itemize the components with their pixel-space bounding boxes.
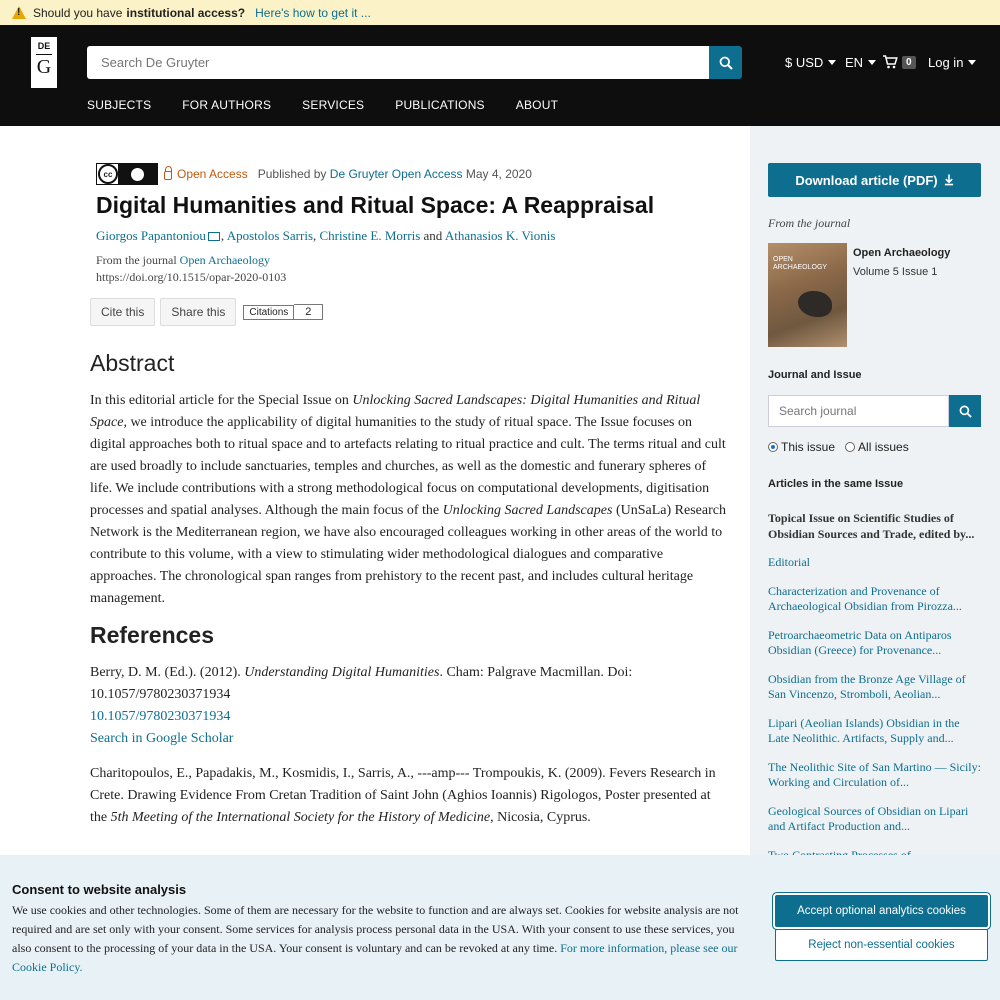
open-lock-icon bbox=[164, 171, 172, 180]
cite-button[interactable]: Cite this bbox=[90, 298, 155, 326]
list-item[interactable]: Petroarchaeometric Data on Antiparos Obsidian (Greece) for Provenance... bbox=[768, 627, 952, 657]
search-icon bbox=[959, 405, 972, 418]
list-item[interactable]: The Neolithic Site of San Martino — Sicily: Working and Circulation of... bbox=[768, 759, 981, 789]
cookie-policy-link[interactable]: For more information, please see our Cookie Policy. bbox=[12, 941, 738, 974]
nav-about[interactable]: ABOUT bbox=[515, 98, 559, 112]
cart-icon bbox=[882, 55, 898, 69]
search-scope: This issue All issues bbox=[768, 440, 909, 454]
reference-item: Berry, D. M. (Ed.). (2012). Understanding Digital Humanities. Cham: Palgrave Macmillan. Doi: 10.1057/9780230371934 10.1057/9780230371934 Search in Google Scholar bbox=[90, 662, 730, 750]
cookie-consent-banner bbox=[0, 855, 1000, 1000]
published-by: Published by De Gruyter Open Access May 4, 2020 bbox=[257, 167, 532, 181]
publisher-link[interactable]: De Gruyter Open Access bbox=[329, 167, 463, 181]
journal-search-button[interactable] bbox=[949, 395, 981, 427]
open-access-label: Open Access bbox=[164, 167, 248, 181]
cart-count-badge: 0 bbox=[902, 56, 916, 69]
author-link[interactable]: Athanasios K. Vionis bbox=[444, 228, 556, 243]
author-list: Giorgos Papantoniou , Apostolos Sarris, Christine E. Morris and Athanasios K. Vionis bbox=[96, 228, 556, 243]
author-link[interactable]: Apostolos Sarris bbox=[226, 228, 314, 243]
list-item[interactable]: Lipari (Aeolian Islands) Obsidian in the Late Neolithic. Artifacts, Supply and... bbox=[768, 715, 960, 745]
warning-icon bbox=[12, 6, 26, 19]
accept-cookies-button[interactable]: Accept optional analytics cookies bbox=[775, 895, 988, 927]
consent-text: We use cookies and other technologies. Some of them are necessary for the website to function and are always set. Cookies for website analysis are not required and are set only with your consent. Some services for analysis process personal data in the USA. With your consent to use these services, you also consent to the processing of your data in the USA. Your consent is voluntary and can be revoked at any time. For more information, please see our Cookie Policy. bbox=[12, 903, 739, 974]
mail-icon[interactable] bbox=[208, 232, 220, 241]
search-icon bbox=[719, 56, 733, 70]
abstract-text: In this editorial article for the Special Issue on Unlocking Sacred Landscapes: Digital Humanities and Ritual Space, we introduce the applicability of digital humanities to the study of ritual space. The Issue focuses on digital approaches both to ritual space and to artefacts relating to ritual practice and cult. The terms ritual and cult are used broadly to include sanctuaries, temples and churches, as well as the domestic and funerary spheres of life. We include contributions with a strong methodological focus on computational developments, digitisation processes and spatial analyses. Although the main focus of the Unlocking Sacred Landscapes (UnSaLa) Research Network is the Mediterranean region, we have also encouraged colleagues working in other areas of the world to contribute to this volume, with a view to stimulating wider methodological dialogues and comparative approaches. The chronological span ranges from prehistory to the recent past, and includes cultural heritage management. bbox=[90, 393, 726, 606]
from-the-journal-label: From the journal bbox=[768, 216, 851, 230]
nav-publications[interactable]: PUBLICATIONS bbox=[395, 98, 485, 112]
sidebar-journal-name[interactable]: Open Archaeology bbox=[853, 247, 951, 259]
de-gruyter-logo[interactable]: DE G bbox=[31, 37, 57, 88]
list-item[interactable]: Characterization and Provenance of Archaeological Obsidian from Pirozza... bbox=[768, 583, 962, 613]
cc-by-license-badge[interactable]: cc bbox=[96, 163, 158, 185]
chevron-down-icon bbox=[968, 60, 976, 65]
citations-badge[interactable]: Citations 2 bbox=[243, 304, 323, 320]
references-heading: References bbox=[90, 622, 215, 648]
journal-info: From the journal Open Archaeology https://doi.org/10.1515/opar-2020-0103 bbox=[96, 253, 287, 284]
citations-count: 2 bbox=[294, 304, 323, 320]
share-button[interactable]: Share this bbox=[160, 298, 236, 326]
sidebar-volume-issue[interactable]: Volume 5 Issue 1 bbox=[853, 266, 938, 278]
currency-selector[interactable]: $ USD bbox=[785, 55, 836, 70]
list-item[interactable]: Obsidian from the Bronze Age Village of San Vincenzo, Stromboli, Aeolian... bbox=[768, 671, 966, 701]
nav-subjects[interactable]: SUBJECTS bbox=[87, 98, 152, 112]
language-selector[interactable]: EN bbox=[845, 55, 876, 70]
site-search-input[interactable] bbox=[87, 46, 709, 79]
institutional-access-notice bbox=[0, 0, 1000, 25]
journal-search-input[interactable] bbox=[768, 395, 949, 427]
all-issues-radio[interactable] bbox=[845, 442, 855, 452]
article-title: Digital Humanities and Ritual Space: A Reappraisal bbox=[96, 192, 655, 218]
doi[interactable]: https://doi.org/10.1515/opar-2020-0103 bbox=[96, 270, 287, 284]
article-meta bbox=[96, 163, 532, 185]
doi-link[interactable]: 10.1057/9780230371934 bbox=[90, 709, 231, 724]
main-nav bbox=[87, 98, 589, 112]
google-scholar-link[interactable]: Search in Google Scholar bbox=[90, 731, 234, 746]
site-search-button[interactable] bbox=[709, 46, 742, 79]
nav-services[interactable]: SERVICES bbox=[302, 98, 365, 112]
nav-for-authors[interactable]: FOR AUTHORS bbox=[182, 98, 272, 112]
attribution-icon bbox=[118, 164, 157, 184]
download-pdf-button[interactable]: Download article (PDF) bbox=[768, 163, 981, 197]
consent-title: Consent to website analysis bbox=[12, 882, 187, 897]
publication-date: May 4, 2020 bbox=[465, 167, 532, 181]
notice-text: Should you have bbox=[33, 5, 123, 20]
chevron-down-icon bbox=[828, 60, 836, 65]
notice-bold: institutional access? bbox=[126, 5, 246, 20]
journal-issue-heading: Journal and Issue bbox=[768, 369, 862, 381]
chevron-down-icon bbox=[868, 60, 876, 65]
author-link[interactable]: Christine E. Morris bbox=[319, 228, 421, 243]
same-issue-articles bbox=[768, 511, 982, 876]
abstract-heading: Abstract bbox=[90, 350, 175, 376]
same-issue-heading: Articles in the same Issue bbox=[768, 478, 904, 490]
cart-button[interactable] bbox=[882, 55, 916, 69]
author-link[interactable]: Giorgos Papantoniou bbox=[96, 228, 206, 243]
reject-cookies-button[interactable]: Reject non-essential cookies bbox=[775, 929, 988, 961]
list-item[interactable]: Geological Sources of Obsidian on Lipari and Artifact Production and... bbox=[768, 803, 969, 833]
download-icon bbox=[944, 174, 954, 186]
list-item[interactable]: Editorial bbox=[768, 555, 810, 569]
login-menu[interactable]: Log in bbox=[928, 55, 976, 70]
journal-link[interactable]: Open Archaeology bbox=[179, 253, 270, 267]
article-actions bbox=[90, 298, 323, 326]
notice-link[interactable]: Here's how to get it ... bbox=[255, 5, 371, 20]
this-issue-radio[interactable] bbox=[768, 442, 778, 452]
list-item[interactable]: Topical Issue on Scientific Studies of Obsidian Sources and Trade, edited by... bbox=[768, 511, 975, 541]
reference-item: Charitopoulos, E., Papadakis, M., Kosmidis, I., Sarris, A., ---amp--- Trompoukis, K. (2009). Fevers Research in Crete. Drawing Evidence From Cretan Tradition of Saint John (Aghios Ioannis) Rigologos, Poster presented at the 5th Meeting of the International Society for the History of Medicine, Nicosia, Cyprus. bbox=[90, 766, 716, 825]
journal-cover-image[interactable]: OPEN ARCHAEOLOGY bbox=[768, 243, 847, 347]
site-header bbox=[0, 25, 1000, 126]
